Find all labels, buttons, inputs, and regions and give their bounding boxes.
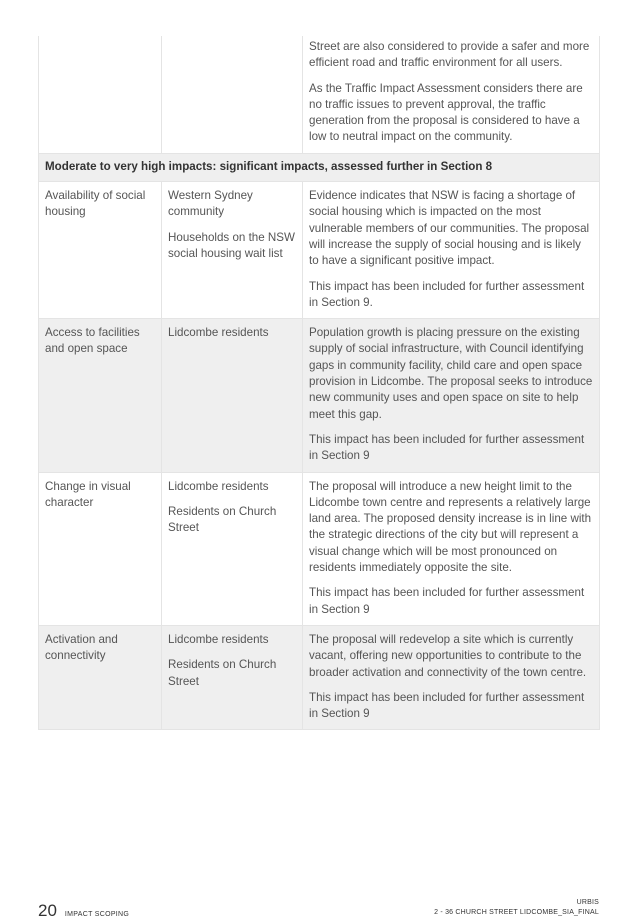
impact-cell — [39, 319, 162, 472]
impact-cell — [39, 182, 162, 319]
page-footer-left — [38, 901, 129, 921]
groups-cell — [162, 472, 303, 625]
assessment-cell — [303, 625, 600, 729]
assessment-cell — [303, 182, 600, 319]
groups-cell — [162, 182, 303, 319]
impact-label: Activation and connectivity — [45, 632, 118, 663]
impact-label: Access to facilities and open space — [45, 326, 140, 356]
assessment-paragraph: This impact has been included for further assessment in Section 9 — [309, 432, 585, 463]
affected-group: Lidcombe residents — [168, 632, 269, 646]
page-footer-right — [434, 898, 599, 918]
assessment-paragraph: Evidence indicates that NSW is facing a shortage of social housing which is impacted on the most vulnerable members of our communities. The proposal will increase the supply of social housing and is likely to have a significant positive impact. — [309, 189, 590, 268]
groups-cell — [162, 319, 303, 472]
section-heading-row — [39, 153, 600, 181]
table-row-social-housing — [39, 182, 600, 319]
table-row-visual-character — [39, 472, 600, 625]
impact-label: Change in visual character — [45, 479, 131, 509]
assessment-paragraph: This impact has been included for further assessment in Section 9 — [309, 586, 585, 616]
affected-group: Households on the NSW social housing wait list — [168, 230, 295, 260]
assessment-cell — [303, 36, 600, 153]
assessment-paragraph: As the Traffic Impact Assessment considers there are no traffic issues to prevent approval, the traffic generation from the proposal is considered to have a low to neutral impact on the community. — [309, 81, 583, 144]
assessment-paragraph: The proposal will introduce a new height limit to the Lidcombe town centre and represents a relatively large land area. The proposed density increase is in line with the strategic directions of the city but will represent a visual change which will be most pronounced on residents immediately opposite the site. — [309, 479, 592, 575]
assessment-paragraph: This impact has been included for further assessment in Section 9. — [309, 279, 585, 309]
affected-group: Lidcombe residents — [168, 326, 269, 340]
page-number: 20 — [38, 901, 57, 920]
assessment-paragraph: This impact has been included for further assessment in Section 9 — [309, 690, 585, 721]
footer-document-name: 2 - 36 CHURCH STREET LIDCOMBE_SIA_FINAL — [434, 909, 599, 916]
footer-section-label: IMPACT SCOPING — [64, 911, 130, 918]
impact-cell — [39, 36, 162, 153]
impact-label: Availability of social housing — [45, 189, 146, 219]
affected-group: Residents on Church Street — [168, 658, 277, 688]
groups-cell — [162, 625, 303, 729]
table-row-activation-connectivity — [39, 625, 600, 729]
assessment-cell — [303, 472, 600, 625]
affected-group: Residents on Church Street — [168, 504, 277, 535]
assessment-paragraph: The proposal will redevelop a site which is currently vacant, offering new opportunities to contribute to the broader activation and connectivity of the town centre. — [309, 632, 587, 679]
footer-company: URBIS — [576, 899, 599, 906]
affected-group: Western Sydney community — [168, 189, 253, 219]
table-row-facilities-open-space — [39, 319, 600, 472]
table-row-continuation — [39, 36, 600, 153]
affected-group: Lidcombe residents — [168, 479, 269, 493]
assessment-cell — [303, 319, 600, 472]
assessment-paragraph: Street are also considered to provide a safer and more efficient road and traffic environment for all users. — [309, 40, 590, 70]
impact-cell — [39, 625, 162, 729]
section-heading: Moderate to very high impacts: significant impacts, assessed further in Section 8 — [39, 153, 600, 181]
groups-cell — [162, 36, 303, 153]
impact-scoping-table — [38, 36, 600, 730]
assessment-paragraph: Population growth is placing pressure on the existing supply of social infrastructure, with Council identifying gaps in community facility, child care and open space provision in Lidcombe. The proposal seeks to introduce new community uses and open space on site to help meet this gap. — [309, 326, 593, 421]
impact-cell — [39, 472, 162, 625]
